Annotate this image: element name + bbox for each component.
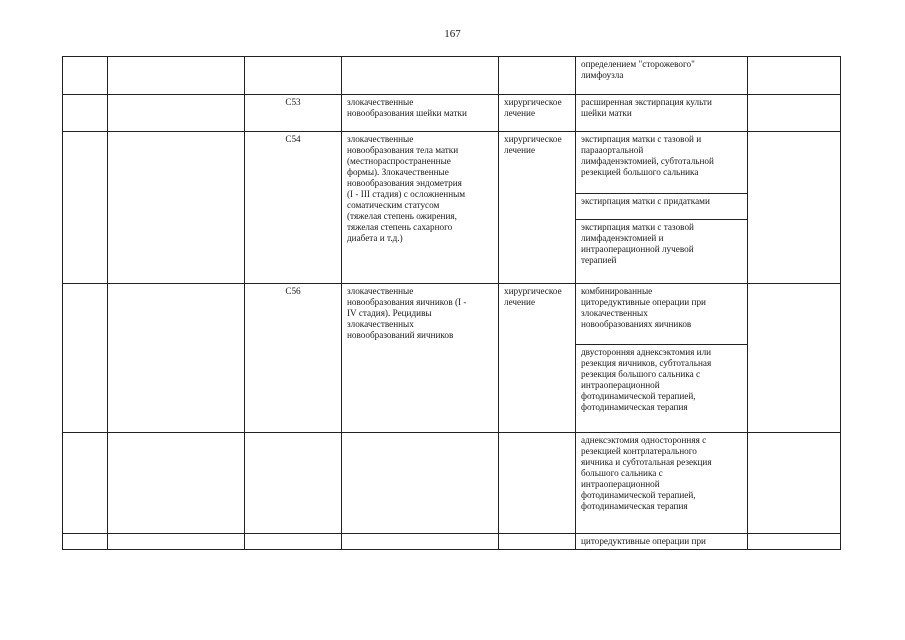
table-row [63,132,841,194]
treatment-type-cell [499,433,576,534]
icd-code-cell [245,57,342,95]
col-2-cell [108,132,245,284]
treatment-type-cell [499,534,576,550]
medical-procedures-table [62,56,841,550]
col-1-cell [63,284,108,433]
col-1-cell [63,95,108,132]
col-1-cell [63,433,108,534]
page-number: 167 [444,28,461,40]
table-row [63,433,841,534]
col-7-cell [748,433,841,534]
icd-code-cell: C53 [245,95,342,132]
table-row [63,534,841,550]
table-row [63,284,841,345]
diagnosis-cell: злокачественные новообразования шейки матки [342,95,499,132]
col-7-cell [748,534,841,550]
treatment-type-cell: хирургическое лечение [499,95,576,132]
diagnosis-cell [342,433,499,534]
table-row [63,57,841,95]
col-1-cell [63,132,108,284]
treatment-method-cell: аднексэктомия односторонняя с резекцией контрлатерального яичника и субтотальная резекция большого сальника с интраоперационной фотодинамической терапией, фотодинамическая терапия [576,433,748,534]
treatment-method-cell: экстирпация матки с придатками [576,194,748,220]
table-row [63,95,841,132]
col-2-cell [108,95,245,132]
col-2-cell [108,433,245,534]
treatment-method-cell: комбинированные циторедуктивные операции при злокачественных новообразованиях яичников [576,284,748,345]
treatment-method-cell: экстирпация матки с тазовой и парааортальной лимфаденэктомией, субтотальной резекцией большого сальника [576,132,748,194]
diagnosis-cell: злокачественные новообразования тела матки (местнораспространенные формы). Злокачественные новообразования эндометрия (I - III стадия) с осложненным соматическим статусом (тяжелая степень ожирения, тяжелая степень сахарного диабета и т.д.) [342,132,499,284]
treatment-type-cell: хирургическое лечение [499,284,576,433]
col-2-cell [108,534,245,550]
icd-code-cell: C56 [245,284,342,433]
treatment-type-cell: хирургическое лечение [499,132,576,284]
col-2-cell [108,57,245,95]
col-1-cell [63,57,108,95]
diagnosis-cell [342,57,499,95]
treatment-method-cell: циторедуктивные операции при [576,534,748,550]
col-1-cell [63,534,108,550]
treatment-method-cell: двусторонняя аднексэктомия или резекция яичников, субтотальная резекция большого сальника с интраоперационной фотодинамической терапией, фотодинамическая терапия [576,345,748,433]
icd-code-cell [245,534,342,550]
col-7-cell [748,95,841,132]
treatment-method-cell: определением "сторожевого" лимфоузла [576,57,748,95]
diagnosis-cell: злокачественные новообразования яичников (I - IV стадия). Рецидивы злокачественных новообразований яичников [342,284,499,433]
col-7-cell [748,132,841,284]
treatment-method-cell: расширенная экстирпация культи шейки матки [576,95,748,132]
treatment-type-cell [499,57,576,95]
diagnosis-cell [342,534,499,550]
col-7-cell [748,284,841,433]
col-2-cell [108,284,245,433]
icd-code-cell [245,433,342,534]
col-7-cell [748,57,841,95]
treatment-method-cell: экстирпация матки с тазовой лимфаденэктомией и интраоперационной лучевой терапией [576,220,748,284]
icd-code-cell: C54 [245,132,342,284]
